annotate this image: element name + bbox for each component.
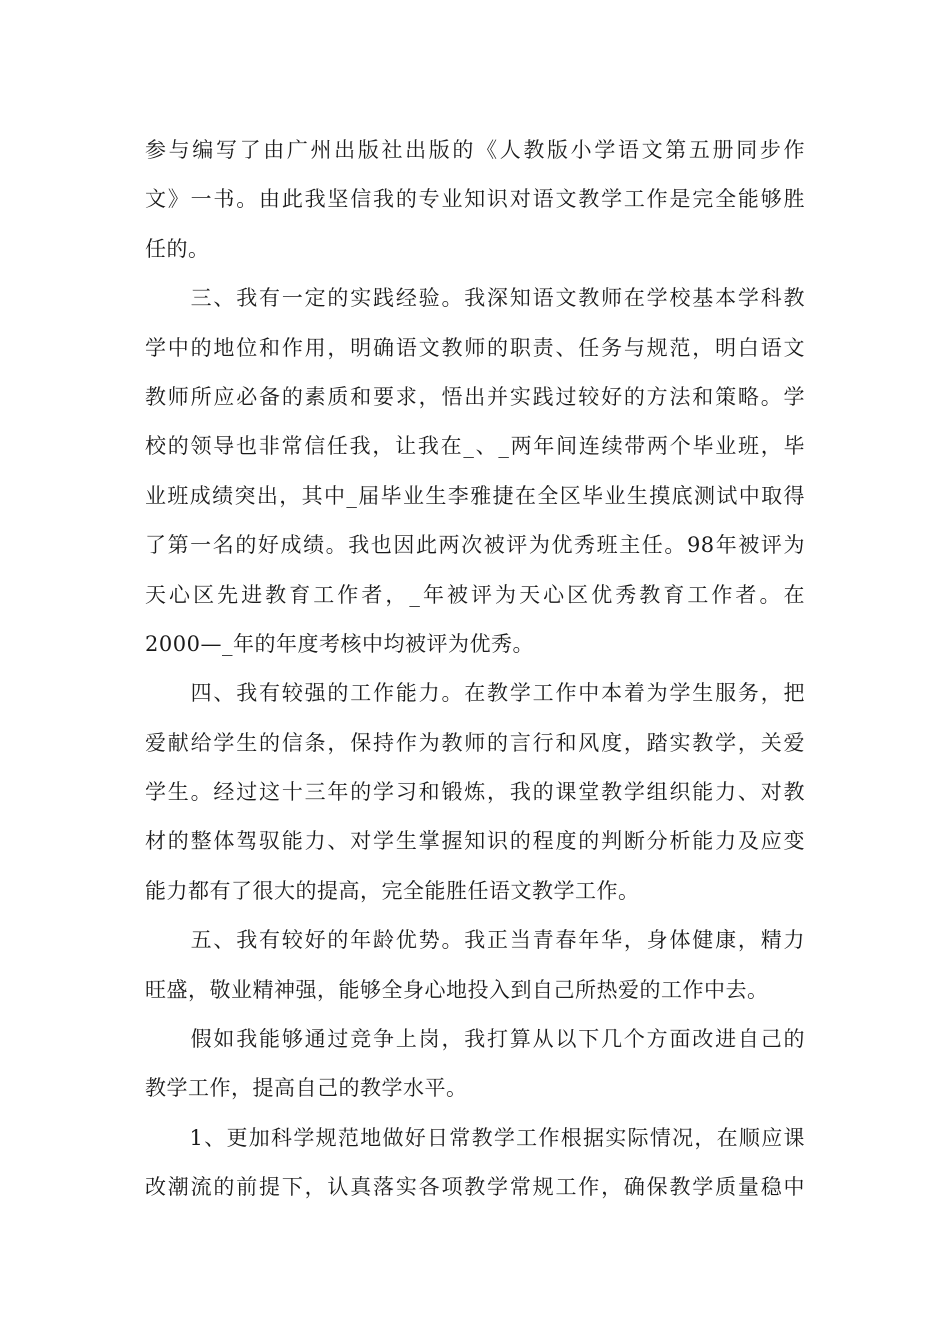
text-line: 文》一书。由此我坚信我的专业知识对语文教学工作是完全能够胜 [145, 187, 805, 212]
text-line: 2000—_年的年度考核中均被评为优秀。 [145, 631, 534, 656]
text-line: 了第一名的好成绩。我也因此两次被评为优秀班主任。98年被评为 [145, 533, 805, 558]
text-line: 学生。经过这十三年的学习和锻炼，我的课堂教学组织能力、对教 [145, 780, 805, 805]
text-line: 假如我能够通过竞争上岗，我打算从以下几个方面改进自己的 [145, 1027, 805, 1052]
paragraph-four [145, 669, 805, 916]
text-line: 业班成绩突出，其中_届毕业生李雅捷在全区毕业生摸底测试中取得 [145, 483, 805, 508]
text-line: 改潮流的前提下，认真落实各项教学常规工作，确保教学质量稳中 [145, 1175, 805, 1200]
text-line: 教学工作，提高自己的教学水平。 [145, 1076, 468, 1101]
text-line: 三、我有一定的实践经验。我深知语文教师在学校基本学科教 [145, 286, 805, 311]
text-line: 爱献给学生的信条，保持作为教师的言行和风度，踏实教学，关爱 [145, 730, 805, 755]
text-line: 材的整体驾驭能力、对学生掌握知识的程度的判断分析能力及应变 [145, 829, 805, 854]
text-line: 旺盛，敬业精神强，能够全身心地投入到自己所热爱的工作中去。 [145, 977, 769, 1002]
paragraph-if [145, 1015, 805, 1114]
paragraph-five [145, 916, 805, 1015]
text-line: 教师所应必备的素质和要求，悟出并实践过较好的方法和策略。学 [145, 384, 805, 409]
text-line: 参与编写了由广州出版社出版的《人教版小学语文第五册同步作 [145, 138, 805, 162]
text-line: 1、更加科学规范地做好日常教学工作根据实际情况，在顺应课 [145, 1125, 805, 1150]
text-line: 能力都有了很大的提高，完全能胜任语文教学工作。 [145, 878, 640, 903]
text-line: 学中的地位和作用，明确语文教师的职责、任务与规范，明白语文 [145, 335, 805, 360]
text-line: 四、我有较强的工作能力。在教学工作中本着为学生服务，把 [145, 681, 805, 706]
text-line: 校的领导也非常信任我，让我在_、_两年间连续带两个毕业班，毕 [145, 434, 805, 459]
text-line: 任的。 [145, 236, 210, 261]
document-body [145, 126, 805, 1213]
paragraph-three [145, 274, 805, 669]
text-line: 五、我有较好的年龄优势。我正当青春年华，身体健康，精力 [145, 928, 805, 953]
paragraph-continuation [145, 126, 805, 274]
text-line: 天心区先进教育工作者，_年被评为天心区优秀教育工作者。在 [145, 582, 805, 607]
paragraph-one [145, 1114, 805, 1213]
